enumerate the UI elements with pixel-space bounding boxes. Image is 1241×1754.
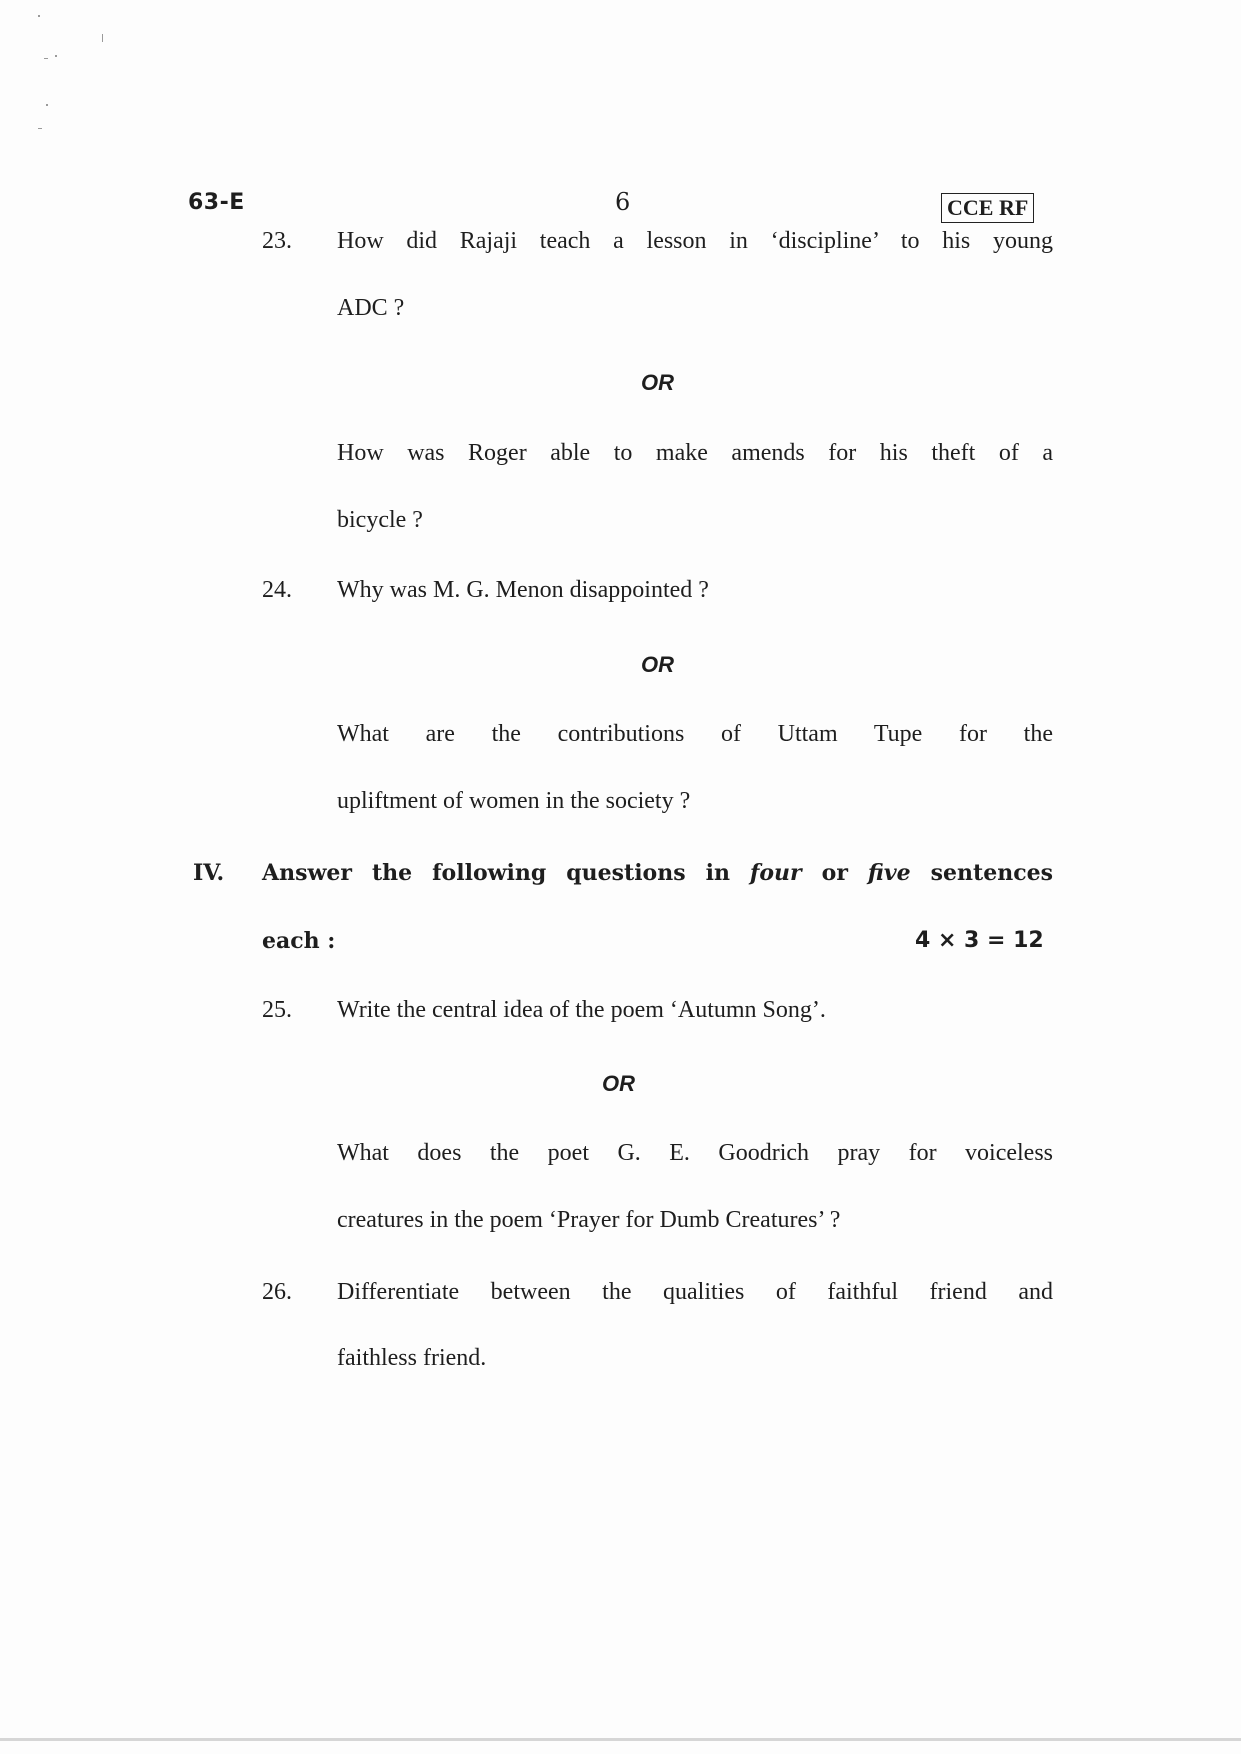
question-text-line: How was Roger able to make amends for his theft of a <box>337 440 1053 466</box>
section-instruction-continued: each : <box>262 928 336 954</box>
question-number: 25. <box>262 997 292 1023</box>
question-number: 24. <box>262 577 292 603</box>
instruction-four: four <box>749 860 802 886</box>
scan-speck <box>38 128 42 129</box>
section-number: IV. <box>193 860 225 886</box>
or-separator: OR <box>641 652 674 677</box>
paper-label-box: CCE RF <box>941 193 1034 223</box>
question-text-line: What are the contributions of Uttam Tupe for the <box>337 721 1053 747</box>
instruction-or: or <box>821 860 848 886</box>
question-text-line: Differentiate between the qualities of faithful friend and <box>337 1279 1053 1305</box>
question-text-line: What does the poet G. E. Goodrich pray for voiceless <box>337 1140 1053 1166</box>
section-marks: 4 × 3 = 12 <box>915 928 1044 953</box>
question-text-line: creatures in the poem ‘Prayer for Dumb Creatures’ ? <box>337 1207 841 1233</box>
or-separator: OR <box>602 1071 635 1096</box>
scan-speck <box>46 104 48 106</box>
paper-code: 63-E <box>188 190 245 215</box>
question-text-line: faithless friend. <box>337 1345 487 1371</box>
question-text-line: Write the central idea of the poem ‘Autumn Song’. <box>337 997 826 1023</box>
scan-speck <box>44 58 48 59</box>
question-text-line: Why was M. G. Menon disappointed ? <box>337 577 709 603</box>
instruction-sentences: sentences <box>930 860 1053 886</box>
question-text-line: upliftment of women in the society ? <box>337 788 691 814</box>
scan-speck <box>102 34 103 42</box>
question-text-line: bicycle ? <box>337 507 423 533</box>
page-bottom-edge <box>0 1738 1241 1741</box>
instruction-text: Answer the following questions in <box>262 860 730 886</box>
scan-speck <box>38 15 40 17</box>
question-number: 26. <box>262 1279 292 1305</box>
or-separator: OR <box>641 370 674 395</box>
section-instruction <box>262 860 1053 886</box>
scan-speck <box>55 55 57 57</box>
page-number: 6 <box>615 188 631 216</box>
question-text-line: ADC ? <box>337 295 405 321</box>
instruction-five: five <box>867 860 911 886</box>
question-number: 23. <box>262 228 292 254</box>
question-text-line: How did Rajaji teach a lesson in ‘discipline’ to his young <box>337 228 1053 254</box>
